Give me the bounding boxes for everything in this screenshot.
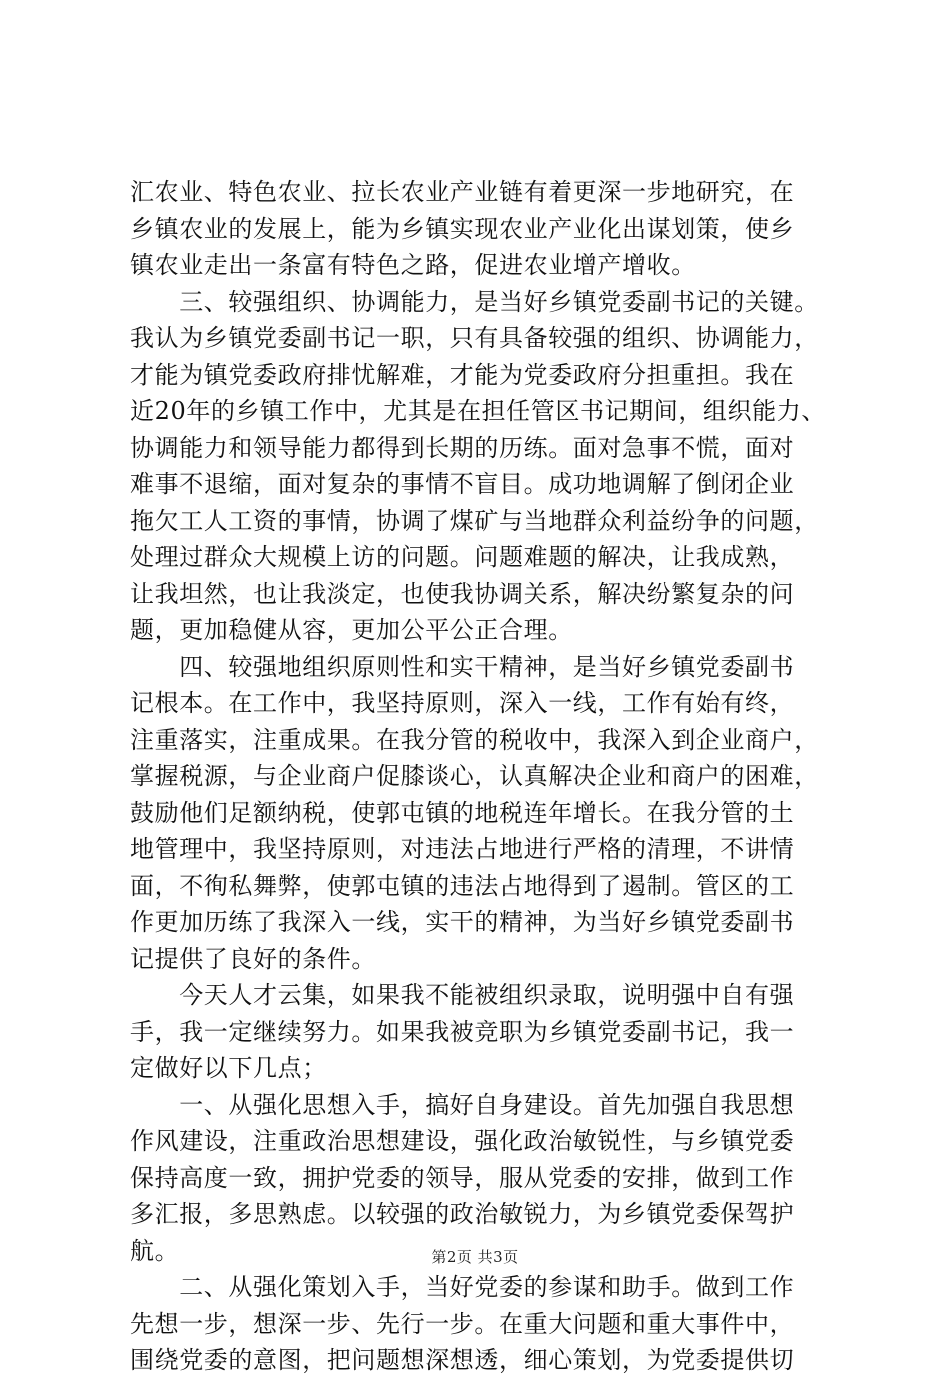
body-line: 注重落实，注重成果。在我分管的税收中，我深入到企业商户， xyxy=(130,725,819,754)
body-line: 记根本。在工作中，我坚持原则，深入一线，工作有始有终， xyxy=(130,689,795,717)
body-line: 让我坦然，也让我淡定，也使我协调关系，解决纷繁复杂的问 xyxy=(130,579,795,608)
body-line: 航。 xyxy=(130,1236,180,1265)
body-line: 先想一步，想深一步、先行一步。在重大问题和重大事件中， xyxy=(130,1309,795,1338)
body-line: 作风建设，注重政治思想建设，强化政治敏锐性，与乡镇党委 xyxy=(130,1127,795,1155)
body-line: 我认为乡镇党委副书记一职，只有具备较强的组织、协调能力， xyxy=(130,324,819,352)
body-line: 记提供了良好的条件。 xyxy=(130,944,376,973)
body-line: 面，不徇私舞弊，使郭屯镇的违法占地得到了遏制。管区的工 xyxy=(130,871,795,900)
body-line: 拖欠工人工资的事情，协调了煤矿与当地群众利益纷争的问题， xyxy=(130,506,819,535)
body-line: 汇农业、特色农业、拉长农业产业链有着更深一步地研究，在 xyxy=(130,178,795,206)
body-line: 保持高度一致，拥护党委的领导，服从党委的安排，做到工作 xyxy=(130,1163,795,1192)
body-line: 定做好以下几点； xyxy=(130,1054,327,1082)
body-line: 今天人才云集，如果我不能被组织录取，说明强中自有强 xyxy=(130,981,795,1009)
body-line: 掌握税源，与企业商户促膝谈心，认真解决企业和商户的困难， xyxy=(130,762,819,790)
body-line: 协调能力和领导能力都得到长期的历练。面对急事不慌，面对 xyxy=(130,433,795,462)
body-line: 难事不退缩，面对复杂的事情不盲目。成功地调解了倒闭企业 xyxy=(130,470,795,498)
body-line: 三、较强组织、协调能力，是当好乡镇党委副书记的关键。 xyxy=(130,287,819,316)
body-line: 鼓励他们足额纳税，使郭屯镇的地税连年增长。在我分管的土 xyxy=(130,798,795,827)
body-line: 围绕党委的意图，把问题想深想透，细心策划，为党委提供切 xyxy=(130,1346,795,1374)
body-line: 二、从强化策划入手，当好党委的参谋和助手。做到工作 xyxy=(130,1273,795,1301)
body-line: 题，更加稳健从容，更加公平公正合理。 xyxy=(130,616,573,644)
body-line: 四、较强地组织原则性和实干精神，是当好乡镇党委副书 xyxy=(130,652,795,681)
body-line: 才能为镇党委政府排忧解难，才能为党委政府分担重担。我在 xyxy=(130,360,795,389)
body-line: 乡镇农业的发展上，能为乡镇实现农业产业化出谋划策，使乡 xyxy=(130,214,795,243)
body-line: 镇农业走出一条富有特色之路，促进农业增产增收。 xyxy=(130,251,696,279)
body-line: 一、从强化思想入手，搞好自身建设。首先加强自我思想 xyxy=(130,1090,795,1119)
body-line: 作更加历练了我深入一线，实干的精神，为当好乡镇党委副书 xyxy=(130,908,795,936)
page-footer: 第2页 共3页 xyxy=(431,1248,519,1266)
body-line: 手，我一定继续努力。如果我被竞职为乡镇党委副书记，我一 xyxy=(130,1017,795,1046)
document-body xyxy=(130,174,850,1379)
body-line: 地管理中，我坚持原则，对违法占地进行严格的清理，不讲情 xyxy=(130,835,795,863)
body-line: 处理过群众大规模上访的问题。问题难题的解决，让我成熟， xyxy=(130,543,795,571)
body-line: 多汇报，多思熟虑。以较强的政治敏锐力，为乡镇党委保驾护 xyxy=(130,1200,795,1228)
body-line: 近20年的乡镇工作中，尤其是在担任管区书记期间，组织能力、 xyxy=(130,397,826,425)
